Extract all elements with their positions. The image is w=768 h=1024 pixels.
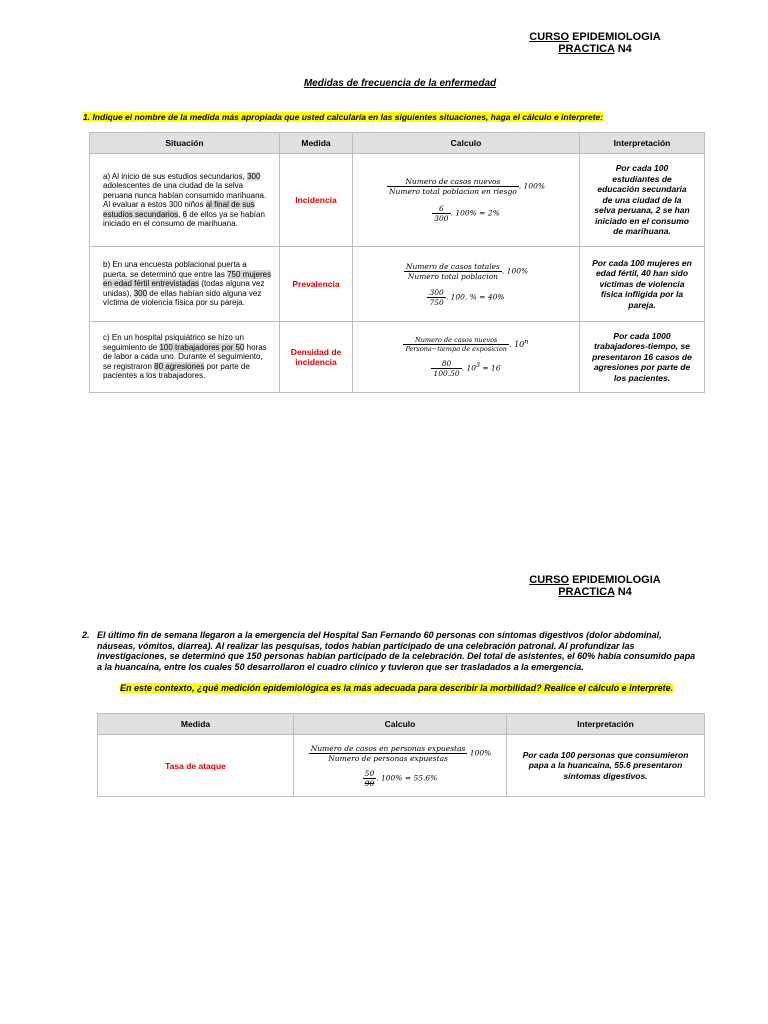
table-2 <box>97 713 705 797</box>
question-1: 1. Indique el nombre de la medida más apropiada que usted calcularía en las siguientes situaciones, haga el cálculo e interprete: <box>83 112 604 122</box>
calc-cell <box>353 247 580 322</box>
situation-cell: b) En una encuesta poblacional puerta a puerta, se determinó que entre las 750 mujeres en edad fértil entrevistadas (todas alguna vez unidas), 300 de ellas habían sido alguna vez víctima de violencia física por su pareja. <box>90 247 280 322</box>
medida-cell: Densidad de incidencia <box>280 322 353 393</box>
formula: $\frac{\text{Numero de casos nuevos}}{\text{Persona−tiempo de exposicion}}$ . 10$^n$ <box>405 336 529 353</box>
formula: $\frac{\text{Numero de casos nuevos}}{\text{Numero total poblacion en riesgo}}$ . 100% <box>388 177 545 196</box>
table-2-header <box>98 714 705 735</box>
formula: $\frac{\text{Numero de casos en personas expuestas}}{\text{Numero de personas expuestas}}$ 100% <box>310 743 492 763</box>
calculation: $\frac{50}{90}$ . 100% = 55.6% <box>364 768 438 788</box>
interpretation-cell: Por cada 100 estudiantes de educación secundaria de una ciudad de la selva peruana, 2 se han iniciado en el consumo de marihuana. <box>580 154 705 247</box>
question-2-number: 2. <box>82 630 90 640</box>
course-header: CURSO EPIDEMIOLOGIA PRACTICA N4 <box>529 31 661 55</box>
medida-cell: Tasa de ataque <box>98 735 294 797</box>
situation-cell: a) Al inicio de sus estudios secundarios, 300 adolescentes de una ciudad de la selva peruana nunca habían consumido marihuana. Al evaluar a estos 300 niños al final de sus estudios secundarios, 6 de ellos ya se habían iniciado en el consumo de marihuana. <box>90 154 280 247</box>
calc-cell <box>353 154 580 247</box>
calculation: $\frac{80}{100.50}$ . $10^3 = 16$ <box>433 359 501 378</box>
interpretation-cell: Por cada 1000 trabajadores-tiempo, se presentaron 16 casos de agresiones por parte de los pacientes. <box>580 322 705 393</box>
table-row <box>90 247 705 322</box>
medida-cell: Prevalencia <box>280 247 353 322</box>
page-title: Medidas de frecuencia de la enfermedad <box>303 78 497 89</box>
header-medida: Medida <box>98 714 294 735</box>
question-2-text: El último fin de semana llegaron a la emergencia del Hospital San Fernando 60 personas con síntomas digestivos (dolor abdominal, náuseas, vómitos, diarrea). Al realizar las pesquisas, todos habían participado de una celebración patronal. Al profundizar las investigaciones, se determinó que 150 personas habían participado de la celebración. Del total de asistentes, el 60% había consumido papa a la huancaína, entre los cuales 50 desarrollaron el cuadro clínico y tuvieron que ser trasladados a la emergencia. <box>97 630 696 672</box>
table-row <box>90 154 705 247</box>
header-situacion: Situación <box>90 133 280 154</box>
calc-cell <box>353 322 580 393</box>
calculation: $\frac{6}{300}$ . 100% = 2% <box>434 204 500 223</box>
calculation: $\frac{300}{750}$ . 100. % = 40% <box>429 287 505 307</box>
table-1-header <box>90 133 705 154</box>
header-calculo: Calculo <box>353 133 580 154</box>
medida-cell: Incidencia <box>280 154 353 247</box>
formula: $\frac{\text{Numero de casos totales}}{\text{Numero total poblacion}}$ . 100% <box>405 261 529 281</box>
table-1 <box>89 132 705 393</box>
interpretation-cell: Por cada 100 personas que consumieron papa a la huancaína, 55.6 presentaron síntomas digestivos. <box>507 735 705 797</box>
table-row <box>90 322 705 393</box>
interpretation-cell: Por cada 100 mujeres en edad fértil, 40 han sido víctimas de violencia física infligida por la pareja. <box>580 247 705 322</box>
header-medida: Medida <box>280 133 353 154</box>
header-interpretacion: Interpretación <box>580 133 705 154</box>
header-calculo: Calculo <box>294 714 507 735</box>
situation-cell: c) En un hospital psiquiátrico se hizo un seguimiento de 100 trabajadores por 50 horas de labor a cada uno. Durante el seguimiento, se registraron 80 agresiones por parte de pacientes a los trabajadores. <box>90 322 280 393</box>
calc-cell <box>294 735 507 797</box>
course-header-2: CURSO EPIDEMIOLOGIA PRACTICA N4 <box>529 574 661 598</box>
question-2-prompt: En este contexto, ¿qué medición epidemiológica es la más adecuada para describir la morbilidad? Realice el cálculo e interprete. <box>120 683 674 693</box>
table-row <box>98 735 705 797</box>
header-interpretacion: Interpretación <box>507 714 705 735</box>
